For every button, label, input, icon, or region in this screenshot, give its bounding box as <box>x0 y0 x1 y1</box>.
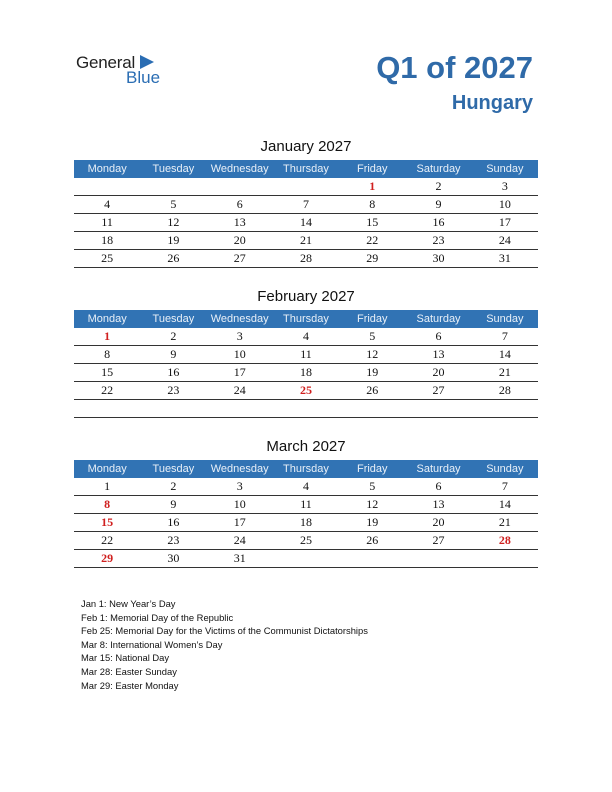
weekday-header: Thursday <box>273 460 339 478</box>
day-cell: 21 <box>472 514 538 532</box>
day-cell: 23 <box>405 232 471 250</box>
day-cell: 8 <box>74 346 140 364</box>
day-cell: 5 <box>339 328 405 346</box>
weekday-header: Wednesday <box>207 160 273 178</box>
day-cell: 3 <box>472 178 538 196</box>
day-cell: 27 <box>207 250 273 268</box>
weekday-header: Saturday <box>405 460 471 478</box>
weekday-header: Saturday <box>405 160 471 178</box>
day-cell: 5 <box>140 196 206 214</box>
day-cell: 31 <box>472 250 538 268</box>
week-row <box>74 514 538 532</box>
empty-day-cell <box>207 178 273 196</box>
empty-day-cell <box>405 550 471 568</box>
day-cell: 11 <box>273 496 339 514</box>
day-cell: 10 <box>472 196 538 214</box>
month-title: February 2027 <box>257 288 355 305</box>
day-cell: 28 <box>273 250 339 268</box>
day-cell: 6 <box>207 196 273 214</box>
week-row <box>74 214 538 232</box>
weekday-header: Wednesday <box>207 460 273 478</box>
weekday-header: Tuesday <box>140 160 206 178</box>
week-row <box>74 232 538 250</box>
day-cell: 2 <box>405 178 471 196</box>
day-cell: 13 <box>207 214 273 232</box>
empty-day-cell <box>339 400 405 418</box>
calendar-table <box>74 310 538 418</box>
empty-day-cell <box>273 400 339 418</box>
empty-day-cell <box>207 400 273 418</box>
empty-day-cell <box>140 178 206 196</box>
weekday-header: Monday <box>74 310 140 328</box>
day-cell: 27 <box>405 382 471 400</box>
day-cell: 3 <box>207 478 273 496</box>
day-cell: 17 <box>207 514 273 532</box>
day-cell: 17 <box>207 364 273 382</box>
day-cell: 7 <box>472 478 538 496</box>
day-cell: 29 <box>339 250 405 268</box>
day-cell: 9 <box>405 196 471 214</box>
day-cell: 28 <box>472 532 538 550</box>
day-cell: 13 <box>405 346 471 364</box>
week-row <box>74 382 538 400</box>
day-cell: 21 <box>273 232 339 250</box>
week-row <box>74 346 538 364</box>
week-row <box>74 496 538 514</box>
day-cell: 30 <box>405 250 471 268</box>
day-cell: 5 <box>339 478 405 496</box>
holiday-note: Mar 8: International Women’s Day <box>81 638 223 650</box>
day-cell: 23 <box>140 382 206 400</box>
holiday-note: Jan 1: New Year’s Day <box>81 598 176 609</box>
day-cell: 16 <box>140 364 206 382</box>
day-cell: 20 <box>405 514 471 532</box>
weekday-header: Friday <box>339 310 405 328</box>
day-cell: 22 <box>339 232 405 250</box>
logo-triangle-icon <box>140 55 154 69</box>
day-cell: 22 <box>74 382 140 400</box>
day-cell: 14 <box>472 346 538 364</box>
month-title: March 2027 <box>266 438 346 455</box>
empty-day-cell <box>339 550 405 568</box>
empty-day-cell <box>140 400 206 418</box>
week-row <box>74 178 538 196</box>
holiday-note: Feb 1: Memorial Day of the Republic <box>81 611 234 623</box>
weekday-header: Sunday <box>472 460 538 478</box>
weekday-header: Monday <box>74 160 140 178</box>
day-cell: 29 <box>74 550 140 568</box>
day-cell: 14 <box>273 214 339 232</box>
day-cell: 28 <box>472 382 538 400</box>
day-cell: 6 <box>405 478 471 496</box>
day-cell: 10 <box>207 346 273 364</box>
holiday-note: Feb 25: Memorial Day for the Victims of the Communist Dictatorships <box>81 625 368 637</box>
day-cell: 8 <box>74 496 140 514</box>
day-cell: 1 <box>74 328 140 346</box>
empty-day-cell <box>273 550 339 568</box>
month-title: January 2027 <box>260 138 352 155</box>
empty-day-cell <box>405 400 471 418</box>
day-cell: 2 <box>140 478 206 496</box>
weekday-header: Friday <box>339 460 405 478</box>
weekday-header: Thursday <box>273 160 339 178</box>
day-cell: 9 <box>140 346 206 364</box>
week-row <box>74 250 538 268</box>
day-cell: 17 <box>472 214 538 232</box>
page-title: Q1 of 2027 <box>376 50 533 85</box>
day-cell: 18 <box>273 514 339 532</box>
day-cell: 24 <box>207 532 273 550</box>
country-name: Hungary <box>451 92 533 114</box>
month-march <box>74 438 538 568</box>
logo-word-general: General <box>76 53 136 72</box>
empty-day-cell <box>74 178 140 196</box>
empty-day-cell <box>472 400 538 418</box>
day-cell: 25 <box>273 382 339 400</box>
holiday-note: Mar 29: Easter Monday <box>81 679 179 691</box>
day-cell: 1 <box>74 478 140 496</box>
day-cell: 25 <box>74 250 140 268</box>
calendar-table <box>74 160 538 268</box>
holiday-note: Mar 28: Easter Sunday <box>81 665 177 677</box>
day-cell: 4 <box>273 478 339 496</box>
day-cell: 26 <box>339 532 405 550</box>
day-cell: 24 <box>207 382 273 400</box>
day-cell: 15 <box>339 214 405 232</box>
day-cell: 14 <box>472 496 538 514</box>
day-cell: 21 <box>472 364 538 382</box>
day-cell: 26 <box>339 382 405 400</box>
holiday-notes <box>81 597 368 692</box>
day-cell: 27 <box>405 532 471 550</box>
day-cell: 10 <box>207 496 273 514</box>
weekday-header: Sunday <box>472 310 538 328</box>
day-cell: 31 <box>207 550 273 568</box>
day-cell: 24 <box>472 232 538 250</box>
month-january <box>74 138 538 268</box>
day-cell: 12 <box>339 346 405 364</box>
week-row <box>74 364 538 382</box>
week-row <box>74 400 538 418</box>
day-cell: 15 <box>74 364 140 382</box>
day-cell: 7 <box>472 328 538 346</box>
day-cell: 1 <box>339 178 405 196</box>
day-cell: 4 <box>74 196 140 214</box>
weekday-header: Thursday <box>273 310 339 328</box>
day-cell: 20 <box>405 364 471 382</box>
month-february <box>74 288 538 418</box>
logo-word-blue: Blue <box>126 68 161 87</box>
holiday-note: Mar 15: National Day <box>81 652 170 664</box>
empty-day-cell <box>74 400 140 418</box>
day-cell: 6 <box>405 328 471 346</box>
day-cell: 11 <box>273 346 339 364</box>
weekday-header: Saturday <box>405 310 471 328</box>
weekday-header: Wednesday <box>207 310 273 328</box>
day-cell: 3 <box>207 328 273 346</box>
day-cell: 26 <box>140 250 206 268</box>
calendar-table <box>74 460 538 568</box>
empty-day-cell <box>472 550 538 568</box>
day-cell: 18 <box>273 364 339 382</box>
weekday-header: Sunday <box>472 160 538 178</box>
day-cell: 30 <box>140 550 206 568</box>
day-cell: 4 <box>273 328 339 346</box>
day-cell: 13 <box>405 496 471 514</box>
day-cell: 20 <box>207 232 273 250</box>
generalblue-logo <box>76 53 176 87</box>
day-cell: 16 <box>405 214 471 232</box>
weekday-header: Monday <box>74 460 140 478</box>
week-row <box>74 550 538 568</box>
day-cell: 19 <box>339 514 405 532</box>
day-cell: 23 <box>140 532 206 550</box>
weekday-header: Friday <box>339 160 405 178</box>
day-cell: 15 <box>74 514 140 532</box>
day-cell: 12 <box>339 496 405 514</box>
week-row <box>74 532 538 550</box>
day-cell: 2 <box>140 328 206 346</box>
day-cell: 11 <box>74 214 140 232</box>
day-cell: 7 <box>273 196 339 214</box>
day-cell: 18 <box>74 232 140 250</box>
day-cell: 12 <box>140 214 206 232</box>
week-row <box>74 196 538 214</box>
day-cell: 22 <box>74 532 140 550</box>
day-cell: 8 <box>339 196 405 214</box>
empty-day-cell <box>273 178 339 196</box>
day-cell: 25 <box>273 532 339 550</box>
day-cell: 19 <box>339 364 405 382</box>
week-row <box>74 328 538 346</box>
day-cell: 16 <box>140 514 206 532</box>
day-cell: 19 <box>140 232 206 250</box>
weekday-header: Tuesday <box>140 310 206 328</box>
weekday-header: Tuesday <box>140 460 206 478</box>
day-cell: 9 <box>140 496 206 514</box>
week-row <box>74 478 538 496</box>
